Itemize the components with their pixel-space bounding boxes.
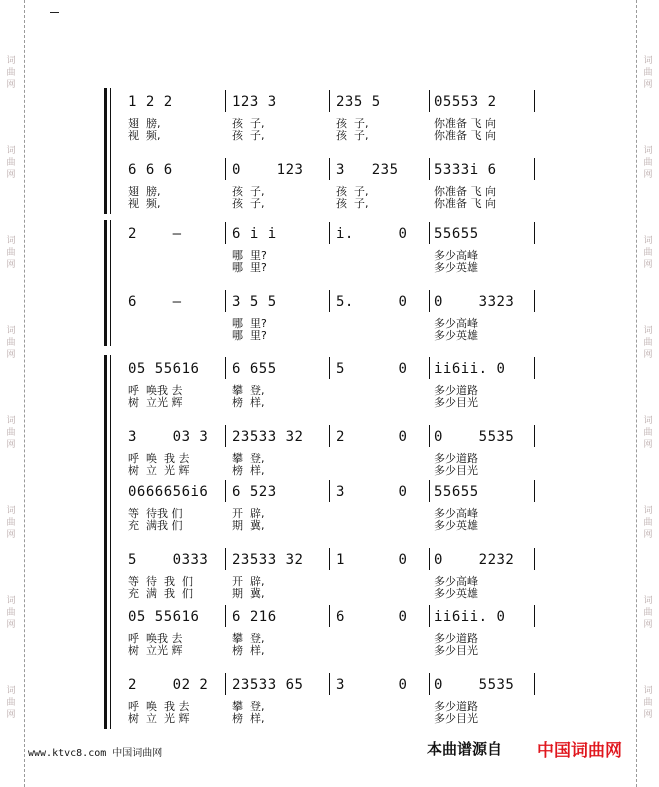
measure-notes: 6 523 — [232, 484, 277, 500]
bar-line — [329, 605, 330, 627]
measure-notes: 2 0 — [336, 429, 408, 445]
measure-notes: 6 655 — [232, 361, 277, 377]
measure-notes: 05 55616 — [128, 361, 200, 377]
bar-line — [534, 357, 535, 379]
lyric-line: 攀 登, — [232, 452, 265, 465]
bar-line — [225, 425, 226, 447]
watermark-char: 网 — [643, 350, 653, 360]
bar-line — [104, 548, 105, 570]
watermark-char: 词 — [6, 236, 16, 246]
lyric-line: 开 辟, — [232, 575, 265, 588]
watermark-group — [641, 325, 655, 361]
measure-notes: 235 5 — [336, 94, 381, 110]
lyric-line: 树 立光 辉 — [128, 644, 183, 657]
watermark-char: 网 — [6, 170, 16, 180]
measure-notes: 123 3 — [232, 94, 277, 110]
bar-line — [429, 90, 430, 112]
watermark-char: 网 — [6, 710, 16, 720]
watermark-char: 网 — [643, 260, 653, 270]
measure-notes: 2 — — [128, 226, 182, 242]
bar-line — [534, 222, 535, 244]
lyric-line: 等 待 我 们 — [128, 575, 193, 588]
lyric-line: 攀 登, — [232, 700, 265, 713]
watermark-group — [641, 145, 655, 181]
lyric-line: 树 立 光 辉 — [128, 712, 190, 725]
measure-notes: 0 2232 — [434, 552, 515, 568]
lyric-line: 榜 样, — [232, 396, 265, 409]
watermark-char: 曲 — [643, 518, 653, 528]
measure-notes: 5333i 6 — [434, 162, 497, 178]
lyric-line: 呼 唤我 去 — [128, 632, 183, 645]
lyric-line: 榜 样, — [232, 464, 265, 477]
lyric-line: 期 冀, — [232, 519, 265, 532]
staff-row — [104, 546, 540, 606]
bar-line — [225, 158, 226, 180]
bar-line — [429, 605, 430, 627]
watermark-char: 词 — [6, 506, 16, 516]
lyric-line: 攀 登, — [232, 632, 265, 645]
bar-line — [534, 480, 535, 502]
watermark-char: 词 — [643, 686, 653, 696]
measure-notes: 3 5 5 — [232, 294, 277, 310]
bar-line — [104, 357, 105, 379]
lyric-line: 多少高峰 — [434, 507, 478, 520]
watermark-char: 曲 — [643, 428, 653, 438]
bar-line — [329, 90, 330, 112]
score-system — [104, 88, 540, 218]
watermark-group — [641, 235, 655, 271]
footer-source-label: 本曲谱源自 — [427, 740, 503, 758]
lyric-line: 你准备 飞 向 — [434, 185, 496, 198]
watermark-char: 网 — [6, 260, 16, 270]
measure-notes: 1 2 2 — [128, 94, 173, 110]
measure-notes: 6 i i — [232, 226, 277, 242]
measure-notes: 0 3323 — [434, 294, 515, 310]
watermark-char: 曲 — [643, 698, 653, 708]
bar-line — [429, 357, 430, 379]
watermark-group — [4, 415, 18, 451]
measure-notes: 0 5535 — [434, 677, 515, 693]
watermark-char: 曲 — [643, 338, 653, 348]
right-page-border — [636, 0, 637, 787]
bar-line — [329, 673, 330, 695]
bar-line — [329, 357, 330, 379]
lyric-line: 孩 子, — [336, 117, 369, 130]
measure-notes: 5 0333 — [128, 552, 209, 568]
watermark-char: 网 — [6, 440, 16, 450]
watermark-char: 曲 — [6, 338, 16, 348]
lyric-line: 开 辟, — [232, 507, 265, 520]
bar-line — [104, 425, 105, 447]
watermark-char: 网 — [643, 530, 653, 540]
bar-line — [104, 90, 105, 112]
bar-line — [225, 548, 226, 570]
lyric-line: 多少目光 — [434, 464, 478, 477]
watermark-group — [4, 325, 18, 361]
lyric-line: 哪 里? — [232, 329, 267, 342]
watermark-char: 词 — [6, 326, 16, 336]
score-system — [104, 355, 540, 485]
bar-line — [225, 357, 226, 379]
lyric-line: 多少道路 — [434, 452, 478, 465]
measure-notes: 3 03 3 — [128, 429, 209, 445]
measure-notes: 05 55616 — [128, 609, 200, 625]
lyric-line: 孩 子, — [336, 129, 369, 142]
measure-notes: 6 216 — [232, 609, 277, 625]
bar-line — [104, 222, 105, 244]
watermark-char: 词 — [643, 56, 653, 66]
lyric-line: 翅 膀, — [128, 185, 161, 198]
lyric-line: 孩 子, — [232, 129, 265, 142]
measure-notes: 5 0 — [336, 361, 408, 377]
lyric-line: 多少道路 — [434, 632, 478, 645]
lyric-line: 多少英雄 — [434, 519, 478, 532]
staff-row — [104, 423, 540, 483]
bar-line — [329, 158, 330, 180]
lyric-line: 多少目光 — [434, 396, 478, 409]
bar-line — [104, 290, 105, 312]
bar-line — [534, 425, 535, 447]
watermark-char: 网 — [6, 530, 16, 540]
watermark-char: 网 — [643, 170, 653, 180]
lyric-line: 攀 登, — [232, 384, 265, 397]
staff-row — [104, 355, 540, 415]
watermark-group — [641, 595, 655, 631]
watermark-char: 网 — [6, 620, 16, 630]
measure-notes: 5. 0 — [336, 294, 408, 310]
lyric-line: 你准备 飞 向 — [434, 129, 496, 142]
watermark-char: 词 — [643, 236, 653, 246]
watermark-char: 词 — [643, 416, 653, 426]
bar-line — [429, 425, 430, 447]
staff-row — [104, 156, 540, 216]
watermark-char: 词 — [643, 506, 653, 516]
lyric-line: 孩 子, — [232, 117, 265, 130]
lyric-line: 呼 唤 我 去 — [128, 452, 190, 465]
watermark-char: 网 — [643, 710, 653, 720]
staff-row — [104, 478, 540, 538]
watermark-char: 曲 — [6, 428, 16, 438]
measure-notes: 6 6 6 — [128, 162, 173, 178]
top-dash-mark — [50, 12, 59, 13]
lyric-line: 孩 子, — [232, 197, 265, 210]
watermark-group — [4, 235, 18, 271]
bar-line — [329, 222, 330, 244]
measure-notes: 23533 32 — [232, 552, 304, 568]
lyric-line: 多少高峰 — [434, 575, 478, 588]
lyric-line: 多少目光 — [434, 644, 478, 657]
footer-brand: 中国词曲网 — [537, 741, 622, 761]
watermark-char: 曲 — [643, 68, 653, 78]
measure-notes: 0666656i6 — [128, 484, 209, 500]
lyric-line: 多少目光 — [434, 712, 478, 725]
measure-notes: 3 0 — [336, 677, 408, 693]
bar-line — [329, 480, 330, 502]
lyric-line: 视 频, — [128, 197, 161, 210]
lyric-line: 多少英雄 — [434, 587, 478, 600]
measure-notes: 0 123 — [232, 162, 304, 178]
bar-line — [534, 605, 535, 627]
watermark-char: 曲 — [6, 158, 16, 168]
lyric-line: 呼 唤我 去 — [128, 384, 183, 397]
measure-notes: ii6ii. 0 — [434, 361, 506, 377]
lyric-line: 你准备 飞 向 — [434, 197, 496, 210]
lyric-line: 呼 唤 我 去 — [128, 700, 190, 713]
measure-notes: 23533 65 — [232, 677, 304, 693]
lyric-line: 多少高峰 — [434, 249, 478, 262]
bar-line — [329, 548, 330, 570]
watermark-group — [641, 685, 655, 721]
bar-line — [534, 548, 535, 570]
measure-notes: 6 — — [128, 294, 182, 310]
lyric-line: 孩 子, — [232, 185, 265, 198]
bar-line — [534, 290, 535, 312]
staff-row — [104, 88, 540, 148]
lyric-line: 等 待我 们 — [128, 507, 183, 520]
left-page-border — [24, 0, 25, 787]
measure-notes: 1 0 — [336, 552, 408, 568]
watermark-char: 词 — [6, 56, 16, 66]
bar-line — [534, 90, 535, 112]
watermark-char: 曲 — [643, 158, 653, 168]
bar-line — [225, 673, 226, 695]
watermark-char: 曲 — [6, 608, 16, 618]
lyric-line: 哪 里? — [232, 249, 267, 262]
watermark-char: 网 — [643, 80, 653, 90]
bar-line — [329, 290, 330, 312]
bar-line — [329, 425, 330, 447]
lyric-line: 充 满 我 们 — [128, 587, 193, 600]
measure-notes: 55655 — [434, 226, 479, 242]
footer-site-text: www.ktvc8.com 中国词曲网 — [28, 748, 163, 759]
lyric-line: 视 频, — [128, 129, 161, 142]
measure-notes: 05553 2 — [434, 94, 497, 110]
score-system — [104, 220, 540, 350]
measure-notes: 2 02 2 — [128, 677, 209, 693]
watermark-group — [641, 55, 655, 91]
watermark-group — [4, 685, 18, 721]
lyric-line: 充 满我 们 — [128, 519, 183, 532]
measure-notes: i. 0 — [336, 226, 408, 242]
lyric-line: 哪 里? — [232, 317, 267, 330]
lyric-line: 树 立 光 辉 — [128, 464, 190, 477]
watermark-char: 曲 — [6, 68, 16, 78]
bar-line — [429, 222, 430, 244]
watermark-group — [4, 55, 18, 91]
watermark-char: 曲 — [643, 248, 653, 258]
measure-notes: 0 5535 — [434, 429, 515, 445]
measure-notes: 3 235 — [336, 162, 399, 178]
bar-line — [225, 605, 226, 627]
bar-line — [104, 480, 105, 502]
bar-line — [104, 605, 105, 627]
staff-row — [104, 671, 540, 731]
watermark-char: 网 — [6, 350, 16, 360]
lyric-line: 期 冀, — [232, 587, 265, 600]
lyric-line: 多少英雄 — [434, 329, 478, 342]
staff-row — [104, 603, 540, 663]
watermark-group — [641, 505, 655, 541]
score-system — [104, 603, 540, 733]
watermark-char: 词 — [643, 326, 653, 336]
bar-line — [429, 158, 430, 180]
lyric-line: 翅 膀, — [128, 117, 161, 130]
bar-line — [104, 673, 105, 695]
watermark-char: 网 — [6, 80, 16, 90]
bar-line — [534, 673, 535, 695]
bar-line — [429, 673, 430, 695]
watermark-char: 网 — [643, 440, 653, 450]
measure-notes: 23533 32 — [232, 429, 304, 445]
watermark-char: 曲 — [6, 248, 16, 258]
watermark-group — [4, 145, 18, 181]
watermark-group — [641, 415, 655, 451]
lyric-line: 多少道路 — [434, 700, 478, 713]
bar-line — [225, 222, 226, 244]
lyric-line: 多少高峰 — [434, 317, 478, 330]
measure-notes: 6 0 — [336, 609, 408, 625]
bar-line — [225, 90, 226, 112]
watermark-char: 词 — [643, 146, 653, 156]
lyric-line: 多少英雄 — [434, 261, 478, 274]
bar-line — [104, 158, 105, 180]
watermark-char: 词 — [643, 596, 653, 606]
watermark-char: 曲 — [6, 518, 16, 528]
lyric-line: 多少道路 — [434, 384, 478, 397]
measure-notes: 55655 — [434, 484, 479, 500]
bar-line — [225, 290, 226, 312]
staff-row — [104, 288, 540, 348]
lyric-line: 榜 样, — [232, 644, 265, 657]
watermark-char: 曲 — [6, 698, 16, 708]
watermark-char: 网 — [643, 620, 653, 630]
lyric-line: 孩 子, — [336, 197, 369, 210]
bar-line — [534, 158, 535, 180]
lyric-line: 你准备 飞 向 — [434, 117, 496, 130]
watermark-char: 词 — [6, 686, 16, 696]
lyric-line: 哪 里? — [232, 261, 267, 274]
lyric-line: 孩 子, — [336, 185, 369, 198]
measure-notes: ii6ii. 0 — [434, 609, 506, 625]
lyric-line: 树 立光 辉 — [128, 396, 183, 409]
score-system — [104, 478, 540, 608]
watermark-char: 词 — [6, 416, 16, 426]
watermark-char: 词 — [6, 596, 16, 606]
staff-row — [104, 220, 540, 280]
lyric-line: 榜 样, — [232, 712, 265, 725]
measure-notes: 3 0 — [336, 484, 408, 500]
watermark-char: 曲 — [643, 608, 653, 618]
bar-line — [429, 548, 430, 570]
bar-line — [429, 290, 430, 312]
bar-line — [429, 480, 430, 502]
watermark-group — [4, 505, 18, 541]
watermark-char: 词 — [6, 146, 16, 156]
bar-line — [225, 480, 226, 502]
watermark-group — [4, 595, 18, 631]
